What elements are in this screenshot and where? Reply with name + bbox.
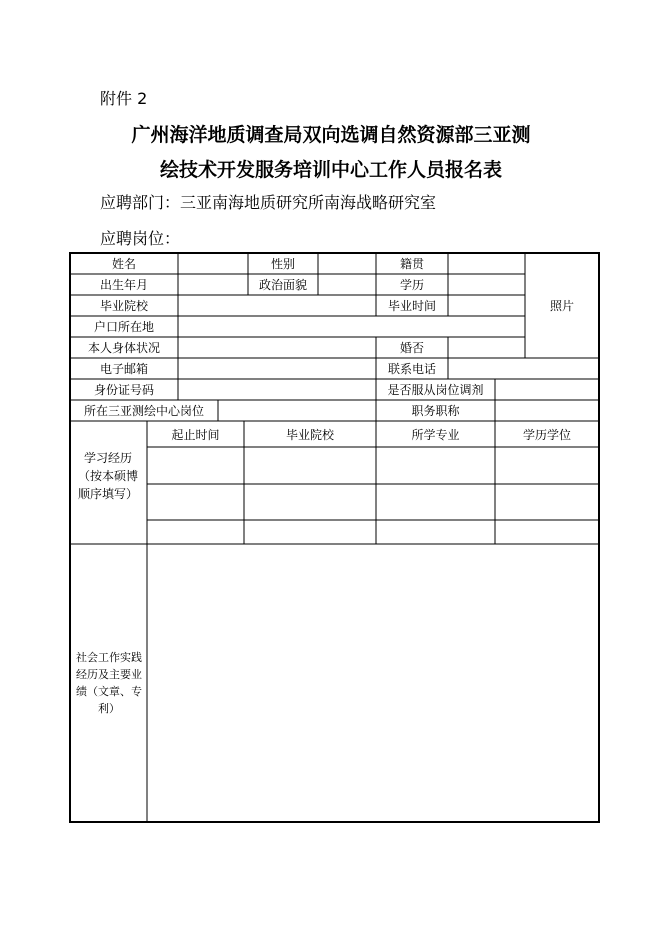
- job-title-label: 职务职称: [411, 404, 460, 418]
- email-field[interactable]: [178, 358, 376, 379]
- school-label: 毕业院校: [99, 299, 148, 313]
- education-history-label: 学习经历（按本硕博顺序填写）: [77, 451, 138, 501]
- department-line: 应聘部门：三亚南海地质研究所南海战略研究室: [100, 193, 437, 212]
- position-line: 应聘岗位：: [100, 229, 181, 248]
- edu-header-school: 毕业院校: [285, 427, 334, 442]
- attachment-label: 附件 2: [100, 89, 148, 108]
- edu-header-degree: 学历学位: [522, 427, 571, 442]
- hukou-field[interactable]: [178, 316, 525, 337]
- health-label: 本人身体状况: [87, 341, 160, 355]
- current-post-field[interactable]: [218, 400, 376, 421]
- edu-row-1[interactable]: [147, 447, 599, 484]
- name-field[interactable]: [178, 253, 248, 274]
- marital-field[interactable]: [448, 337, 525, 358]
- form-title-line-2: 绘技术开发服务培训中心工作人员报名表: [159, 159, 502, 181]
- email-label: 电子邮箱: [99, 362, 148, 376]
- edu-header-period: 起止时间: [171, 427, 220, 442]
- birth-date-field[interactable]: [178, 274, 248, 295]
- native-place-field[interactable]: [448, 253, 525, 274]
- political-status-field[interactable]: [318, 274, 376, 295]
- edu-row-2[interactable]: [147, 484, 599, 520]
- id-number-label: 身份证号码: [93, 383, 154, 397]
- name-label: 姓名: [111, 257, 136, 271]
- native-place-label: 籍贯: [399, 257, 424, 271]
- edu-row-3[interactable]: [147, 520, 599, 544]
- obey-adjust-label: 是否服从岗位调剂: [387, 383, 484, 397]
- education-field[interactable]: [448, 274, 525, 295]
- photo-box[interactable]: 照片: [549, 299, 574, 313]
- hukou-label: 户口所在地: [93, 320, 154, 334]
- work-experience-label: 社会工作实践经历及主要业绩（文章、专利）: [76, 651, 142, 715]
- job-title-field[interactable]: [495, 400, 599, 421]
- health-field[interactable]: [178, 337, 376, 358]
- edu-header-major: 所学专业: [411, 427, 460, 442]
- birth-date-label: 出生年月: [99, 278, 148, 292]
- work-experience-field[interactable]: [147, 544, 599, 822]
- marital-label: 婚否: [399, 341, 424, 355]
- id-number-field[interactable]: [178, 379, 376, 400]
- political-status-label: 政治面貌: [258, 278, 307, 292]
- graduation-time-field[interactable]: [448, 295, 525, 316]
- gender-field[interactable]: [318, 253, 376, 274]
- phone-field[interactable]: [448, 358, 599, 379]
- gender-label: 性别: [270, 257, 295, 271]
- obey-adjust-field[interactable]: [495, 379, 599, 400]
- graduation-time-label: 毕业时间: [387, 299, 436, 313]
- school-field[interactable]: [178, 295, 376, 316]
- current-post-label: 所在三亚测绘中心岗位: [83, 404, 204, 418]
- education-label: 学历: [399, 278, 424, 292]
- phone-label: 联系电话: [387, 362, 436, 376]
- form-title-line-1: 广州海洋地质调查局双向选调自然资源部三亚测: [131, 124, 531, 146]
